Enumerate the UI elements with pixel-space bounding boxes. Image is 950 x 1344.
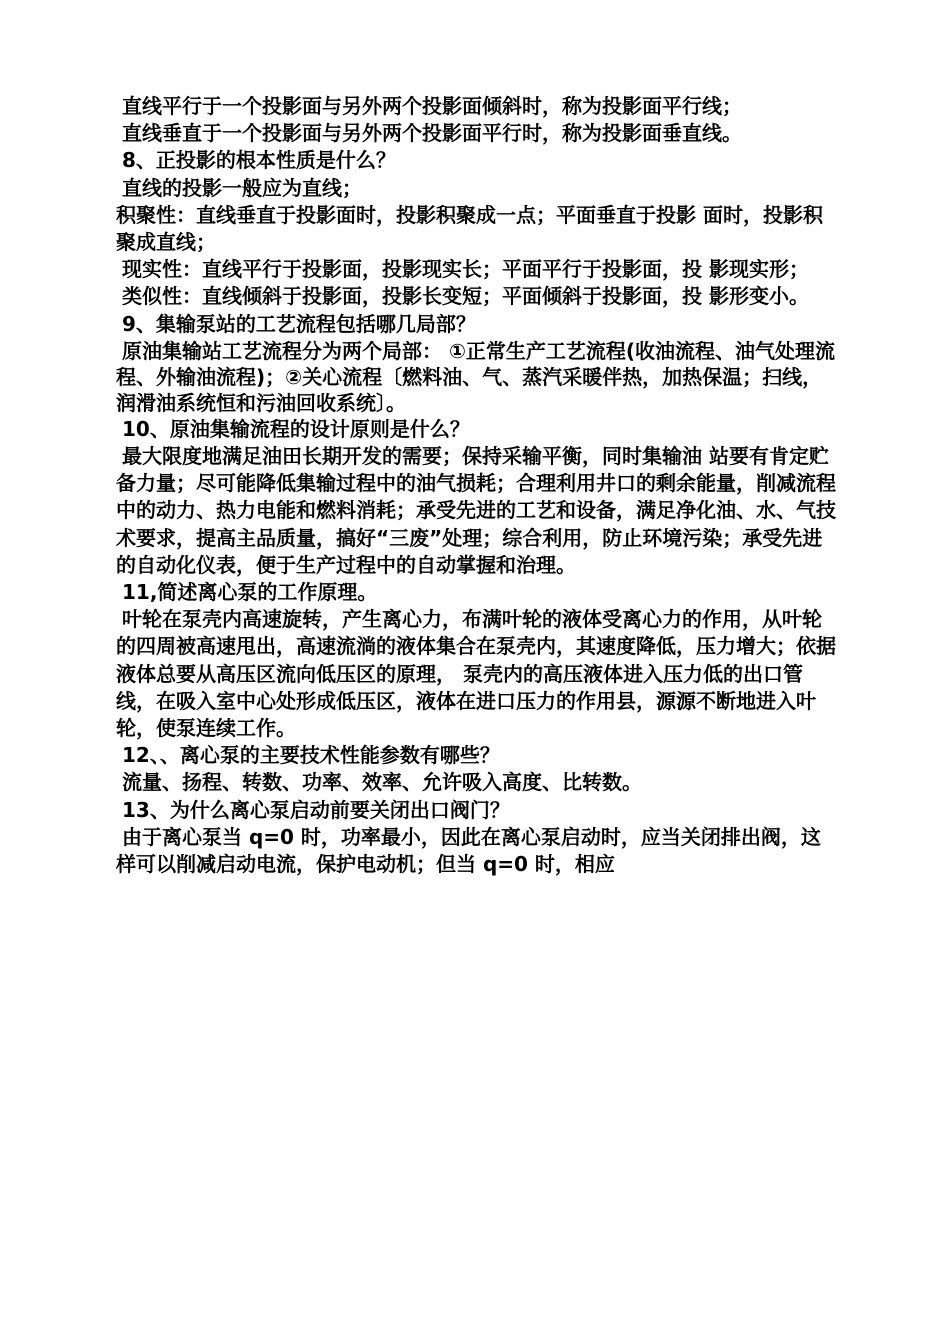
question-heading: 13、为什么离心泵启动前要关闭出口阀门？ xyxy=(122,797,510,822)
question-heading: 10、原油集输流程的设计原则是什么？ xyxy=(122,416,470,441)
paragraph: 类似性：直线倾斜于投影面，投影长变短；平面倾斜于投影面，投 影形变小。 xyxy=(122,284,809,309)
paragraph: 积聚性：直线垂直于投影面时，投影积聚成一点；平面垂直于投影 面时，投影积聚成直线； xyxy=(116,202,823,255)
question-heading: 11,简述离心泵的工作原理。 xyxy=(122,580,378,605)
paragraph: 直线垂直于一个投影面与另外两个投影面平行时，称为投影面垂直线。 xyxy=(122,121,742,146)
paragraph: 直线平行于一个投影面与另外两个投影面倾斜时，称为投影面平行线； xyxy=(122,94,742,118)
paragraph: 原油集输站工艺流程分为两个局部： ①正常生产工艺流程(收油流程、油气处理流程、外输油流程)；②关心流程〔燃料油、气、蒸汽采暖伴热，加热保温；扫线，润滑油系统恒和污油回收系统〕。 xyxy=(116,338,836,415)
question-heading: 8、正投影的根本性质是什么？ xyxy=(122,148,396,173)
paragraph: 流量、扬程、转数、功率、效率、允许吸入高度、比转数。 xyxy=(122,770,642,795)
question-heading: 12、、离心泵的主要技术性能参数有哪些？ xyxy=(122,743,500,768)
document-body xyxy=(116,93,836,878)
paragraph: 最大限度地满足油田长期开发的需要；保持采输平衡，同时集输油 站要有肯定贮备力量；尽可能降低集输过程中的油气损耗；合理利用井口的剩余能量，削减流程中的动力、热力电能和燃料消耗；承受先进的工艺和设备，满足净化油、水、气技术要求，提高主品质量，搞好“三废”处理；综合利用，防止环境污染；承受先进的自动化仪表，便于生产过程中的自动掌握和治理。 xyxy=(116,444,836,577)
question-heading: 9、集输泵站的工艺流程包括哪几局部？ xyxy=(122,311,476,336)
paragraph: 现实性：直线平行于投影面，投影现实长；平面平行于投影面，投 影现实形； xyxy=(122,257,809,282)
paragraph: 直线的投影一般应为直线； xyxy=(122,175,362,200)
paragraph: 由于离心泵当 q=0 时，功率最小，因此在离心泵启动时，应当关闭排出阀，这样可以削减启动电流，保护电动机；但当 q=0 时，相应 xyxy=(116,824,821,877)
paragraph: 叶轮在泵壳内高速旋转，产生离心力，布满叶轮的液体受离心力的作用，从叶轮的四周被高速甩出，高速流淌的液体集合在泵壳内，其速度降低，压力增大；依据液体总要从高压区流向低压区的原理， 泵壳内的高压液体进入压力低的出口管线，在吸入室中心处形成低压区，液体在进口压力的作用县，源源不断地进入叶轮，使泵连续工作。 xyxy=(116,607,836,741)
